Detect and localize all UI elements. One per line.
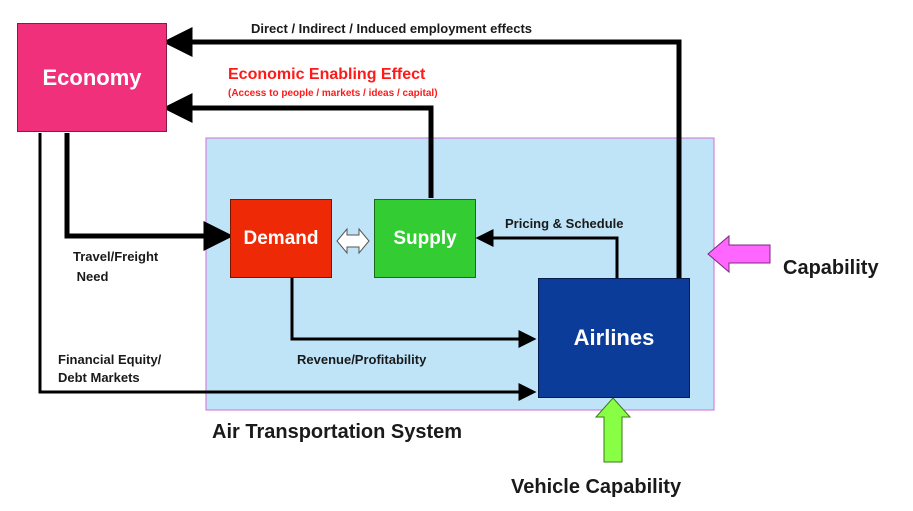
airlines-node xyxy=(538,278,690,398)
enabling-effect-title: Economic Enabling Effect xyxy=(228,66,426,83)
revenue-label: Revenue/Profitability xyxy=(297,352,427,367)
vehicle-capability-label: Vehicle Capability xyxy=(511,476,682,498)
travel-need-arrow xyxy=(67,133,226,236)
enabling-effect-subtitle: (Access to people / markets / ideas / capital) xyxy=(228,88,438,99)
airlines-label: Airlines xyxy=(573,325,655,350)
demand-label: Demand xyxy=(243,227,319,249)
travel-need-label: Travel/Freight Need xyxy=(73,249,159,284)
economy-node xyxy=(17,23,167,132)
capability-arrow xyxy=(708,236,770,272)
economy-label: Economy xyxy=(42,64,142,90)
employment-effects-label: Direct / Indirect / Induced employment effects xyxy=(251,21,533,36)
financial-markets-label: Financial Equity/ Debt Markets xyxy=(58,352,162,385)
demand-node xyxy=(230,199,332,278)
pricing-schedule-label: Pricing & Schedule xyxy=(505,216,624,231)
capability-label: Capability xyxy=(783,257,879,279)
supply-label: Supply xyxy=(393,227,457,249)
system-label: Air Transportation System xyxy=(212,421,463,443)
supply-node xyxy=(374,199,476,278)
